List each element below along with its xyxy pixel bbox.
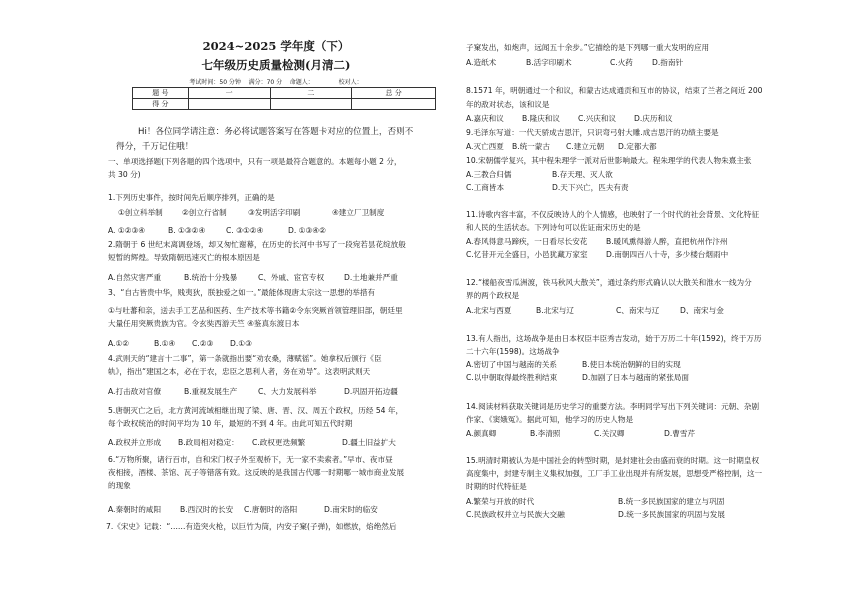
q12-option: A.北宋与西夏: [466, 306, 512, 315]
q9-option: D.定都大都: [618, 142, 657, 151]
q3-option: C.②③: [192, 339, 214, 348]
exam-time: 考试时间：50 分钟: [189, 79, 241, 86]
q9-option: A.灭亡西夏: [466, 142, 504, 151]
q10-option: D.天下兴亡，匹夫有责: [552, 183, 629, 192]
q2-stem: 2.隋朝于 6 世纪末离调登场，却又匆忙谢幕，在历史的长河中书写了一段宛若昙花绽放般: [108, 240, 406, 249]
q1-item: ③发明活字印刷: [248, 208, 301, 217]
q4-options: [108, 387, 398, 397]
exam-info: [116, 77, 436, 86]
q6-stem: 的现象: [108, 481, 131, 490]
q1-stem: 1.下列历史事件，按时间先后顺序排列，正确的是: [108, 193, 275, 202]
q1-item: ①创立科举制: [118, 208, 163, 217]
q3-item-line: ①与吐蕃和亲，送去手工艺品和医药、生产技术等书籍②令东突厥首领管理旧部，朝廷里: [108, 306, 403, 315]
q4-option: C、大力发展科举: [258, 387, 317, 396]
score-table-score-row: [133, 99, 436, 110]
q7-option: C.火药: [610, 58, 633, 67]
q2-option: D.土地兼并严重: [344, 273, 398, 282]
q14-option: C.关汉卿: [594, 429, 625, 438]
q12-option: C、南宋与辽: [616, 306, 660, 315]
q7-options: [466, 58, 683, 68]
score-row-label: 得 分: [133, 99, 189, 110]
q9-option: B.统一蒙古: [512, 142, 550, 151]
q12-stem: 界的两个政权是: [466, 291, 520, 300]
q2-options: [108, 273, 398, 283]
q11-option: C.忆昔开元全盛日，小邑犹藏万家室: [466, 250, 588, 259]
q7-option: A.造纸术: [466, 58, 497, 67]
q12-options: [466, 306, 724, 316]
score-cell: [188, 99, 270, 110]
instructions-line: 得分，千万记住哦！: [116, 142, 194, 152]
q3-stem: 3、“自古皆贵中华，贱夷狄，朕独爱之如一。”最能体现唐太宗这一思想的举措有: [108, 288, 376, 297]
q6-option: C.唐朝时的洛阳: [244, 505, 298, 514]
q5-option: B.政局相对稳定：: [178, 438, 239, 447]
q14-option: D.曹雪芹: [664, 429, 696, 438]
q4-stem: 4.武则天的“建言十二事”，第一条就指出要“劝农桑，薄赋徭”。她拿权后颁行《臣: [108, 354, 382, 363]
q4-option: B.重视发展生产: [184, 387, 238, 396]
q12-option: D、南宋与金: [680, 306, 724, 315]
q3-item-line: 大量任用突厥贵族为官。令玄奘西游天竺 ④鉴真东渡日本: [108, 319, 300, 328]
q14-stem: 作家、《窦娥冤》。据此可知，他学习的历史人物是: [466, 415, 634, 424]
full-score: 满分：70 分: [248, 79, 283, 86]
q10-option: A.三教合归儒: [466, 170, 512, 179]
q8-options: [466, 114, 673, 124]
q13-options: [466, 373, 689, 383]
q11-option: A.春风得意马蹄疾，一日看尽长安花: [466, 237, 588, 246]
q10-option: C.工商皆本: [466, 183, 505, 192]
score-header-cell: 总 分: [352, 88, 436, 99]
q1-option: D. ①③④②: [288, 226, 326, 235]
q13-stem: 二十六年(1598)。这场战争: [466, 347, 560, 356]
q5-option: D.疆土旧益扩大: [342, 438, 396, 447]
exam-title: 2024~2025 学年度（下）: [202, 39, 350, 53]
q10-stem: 10.宋朝儒学复兴，其中程朱理学一派对后世影响最大。程朱理学的代表人物朱熹主张: [466, 156, 752, 165]
q8-option: C.兴庆和议: [578, 114, 617, 123]
score-cell: [270, 99, 352, 110]
q11-stem: 11.诗歌内容丰富，不仅反映诗人的个人情感，也映射了一个时代的社会背景、文化特征: [466, 210, 760, 219]
score-cell: [352, 99, 436, 110]
q13-stem: 13.有人指出，这场战争是由日本权臣丰臣秀吉发动，始于万历二十年(1592)，终于万历: [466, 334, 762, 343]
q12-option: B.北宋与辽: [536, 306, 574, 315]
author: 命题人：: [289, 79, 314, 86]
q4-option: D.巩固开拓边疆: [344, 387, 398, 396]
q10-options: [466, 183, 629, 193]
q13-option: B.使日本统治朝鲜的目的实现: [582, 360, 681, 369]
q3-option: A.①②: [108, 339, 130, 348]
q11-option: D.南朝四百八十寺，多少楼台烟雨中: [606, 250, 729, 259]
reviewer: 校对人：: [338, 79, 363, 86]
q11-options: [466, 237, 728, 247]
q3-option: B.①④: [154, 339, 176, 348]
section-heading: 共 30 分): [108, 170, 141, 179]
score-table-header-row: [133, 88, 436, 99]
q1-option: B. ①③②④: [168, 226, 206, 235]
q5-option: C.政权更迭频繁: [252, 438, 306, 447]
q15-stem: 高度集中，封建专制主义集权加强，工厂手工业出现并有所发展，思想受严格控制，这一: [466, 469, 763, 478]
q1-option: A. ①②③④: [108, 226, 146, 235]
q3-option: D.①③: [230, 339, 252, 348]
q6-stem: 6.“万物所聚，诸行百市，自和宋门权子外至观桥下，无一家不卖索者。”早市、夜市昼: [108, 455, 393, 464]
q11-options: [466, 250, 728, 260]
instructions-line: Hi！各位同学请注意：务必将试题答案写在答题卡对应的位置上，否则不: [138, 127, 414, 137]
q5-stem: 每个政权统治的时间平均为 10 年，最短的不到 4 年。由此可知五代时期: [108, 419, 353, 428]
q7-stem: 子窠发出，如炮声，远闻五十余步。”它描绘的是下列哪一重大发明的应用: [466, 43, 710, 52]
q15-option: D.统一多民族国家的巩固与发展: [618, 510, 725, 519]
q13-option: C.以中朝取得最终胜利结束: [466, 373, 558, 382]
q13-options: [466, 360, 681, 370]
q8-option: D.庆历和议: [634, 114, 673, 123]
q15-option: C.民族政权并立与民族大交融: [466, 510, 565, 519]
q14-option: B.李清照: [530, 429, 561, 438]
q14-options: [466, 429, 695, 439]
q4-stem: 轨》，指出“建国之本，必在于农，忠臣之思利人者，务在劝导”。这表明武则天: [108, 367, 371, 376]
q11-option: B.暖风熏得游人醉，直把杭州作汴州: [606, 237, 728, 246]
q15-options: [466, 510, 725, 520]
q6-stem: 夜相接，酒楼、茶馆、瓦子等错落有致。这反映的是我国古代哪一时期哪一城市商业发展: [108, 468, 405, 477]
q6-options: [108, 505, 378, 515]
q8-option: A.嘉庆和议: [466, 114, 504, 123]
q1-item: ④建立厂卫制度: [332, 208, 385, 217]
score-header-cell: 题 号: [133, 88, 189, 99]
q4-option: A.打击敌对官僚: [108, 387, 162, 396]
q6-option: B.西汉时的长安: [180, 505, 234, 514]
q2-stem: 短暂的辉煌。导致隋朝迅速灭亡的根本原因是: [108, 253, 260, 262]
q14-stem: 14.阅读材料获取关键词是历史学习的重要方法。李明同学写出下列关键词：元朝、杂剧: [466, 402, 760, 411]
exam-subtitle: 七年级历史质量检测(月清二): [201, 58, 351, 72]
q15-option: B.统一多民族国家的建立与巩固: [618, 497, 725, 506]
q8-option: B.隆庆和议: [522, 114, 560, 123]
q7-stem: 7.《宋史》记载：“……有造突火枪，以巨竹为筒，内安子窠(子弹)，如燃放，焰绝然后: [106, 522, 397, 531]
q7-option: B.活字印刷术: [526, 58, 572, 67]
q9-options: [466, 142, 657, 152]
section-heading: 一、单项选择题(下列各题的四个选项中，只有一项是最符合题意的。本题每小题 2 分，: [108, 157, 402, 166]
q15-stem: 15.明清时期被认为是中国社会的转型时期，是封建社会由盛而衰的时期。这一时期皇权: [466, 456, 760, 465]
q9-stem: 9.毛泽东写道：一代天骄成吉思汗，只识弯弓射大雕.成吉思汗的功绩主要是: [466, 128, 719, 137]
q12-stem: 12.“楼船夜雪瓜洲渡，铁马秋风大散关”，通过条约形式确认以大散关和淮水一线为分: [466, 278, 752, 287]
q1-items: [118, 208, 384, 218]
q3-options: [108, 339, 252, 349]
q8-stem: 年的敌对状态，该和议是: [466, 100, 550, 109]
q2-option: B.统治十分残暴: [184, 273, 238, 282]
q6-option: A.秦朝时的咸阳: [108, 505, 162, 514]
q1-options: [108, 226, 326, 236]
score-header-cell: 一: [188, 88, 270, 99]
q1-item: ②创立行省制: [182, 208, 227, 217]
q11-stem: 和人民的生活状态。下列诗句可以佐证南宋历史的是: [466, 223, 641, 232]
q13-option: A.密切了中国与越南的关系: [466, 360, 558, 369]
q9-option: C.建立元朝: [566, 142, 605, 151]
q6-option: D.南宋时的临安: [324, 505, 378, 514]
q2-option: C、外戚、宦官专权: [258, 273, 325, 282]
score-header-cell: 二: [270, 88, 352, 99]
q2-option: A.自然灾害严重: [108, 273, 162, 282]
q15-stem: 时期的时代特征是: [466, 482, 527, 491]
q5-stem: 5.唐朝灭亡之后，北方黄河流域相继出现了梁、唐、晋、汉、周五个政权，历经 54 年，: [108, 406, 404, 415]
q7-option: D.指南针: [652, 58, 684, 67]
q13-option: D.加剧了日本与越南的紧张局面: [582, 373, 689, 382]
q15-option: A.繁荣与开放的时代: [466, 497, 535, 506]
q5-option: A.政权并立形成: [108, 438, 162, 447]
q14-option: A.颜真卿: [466, 429, 497, 438]
q15-options: [466, 497, 724, 507]
q10-options: [466, 170, 613, 180]
q8-stem: 8.1571 年，明朝通过一个和议，和蒙古达成通贡和互市的协议，结束了兰者之间近 200: [466, 86, 763, 95]
q5-options: [108, 438, 396, 448]
score-table: [132, 87, 436, 110]
q1-option: C. ③①②④: [226, 226, 264, 235]
q10-option: B.存天理、灭人欲: [552, 170, 613, 179]
